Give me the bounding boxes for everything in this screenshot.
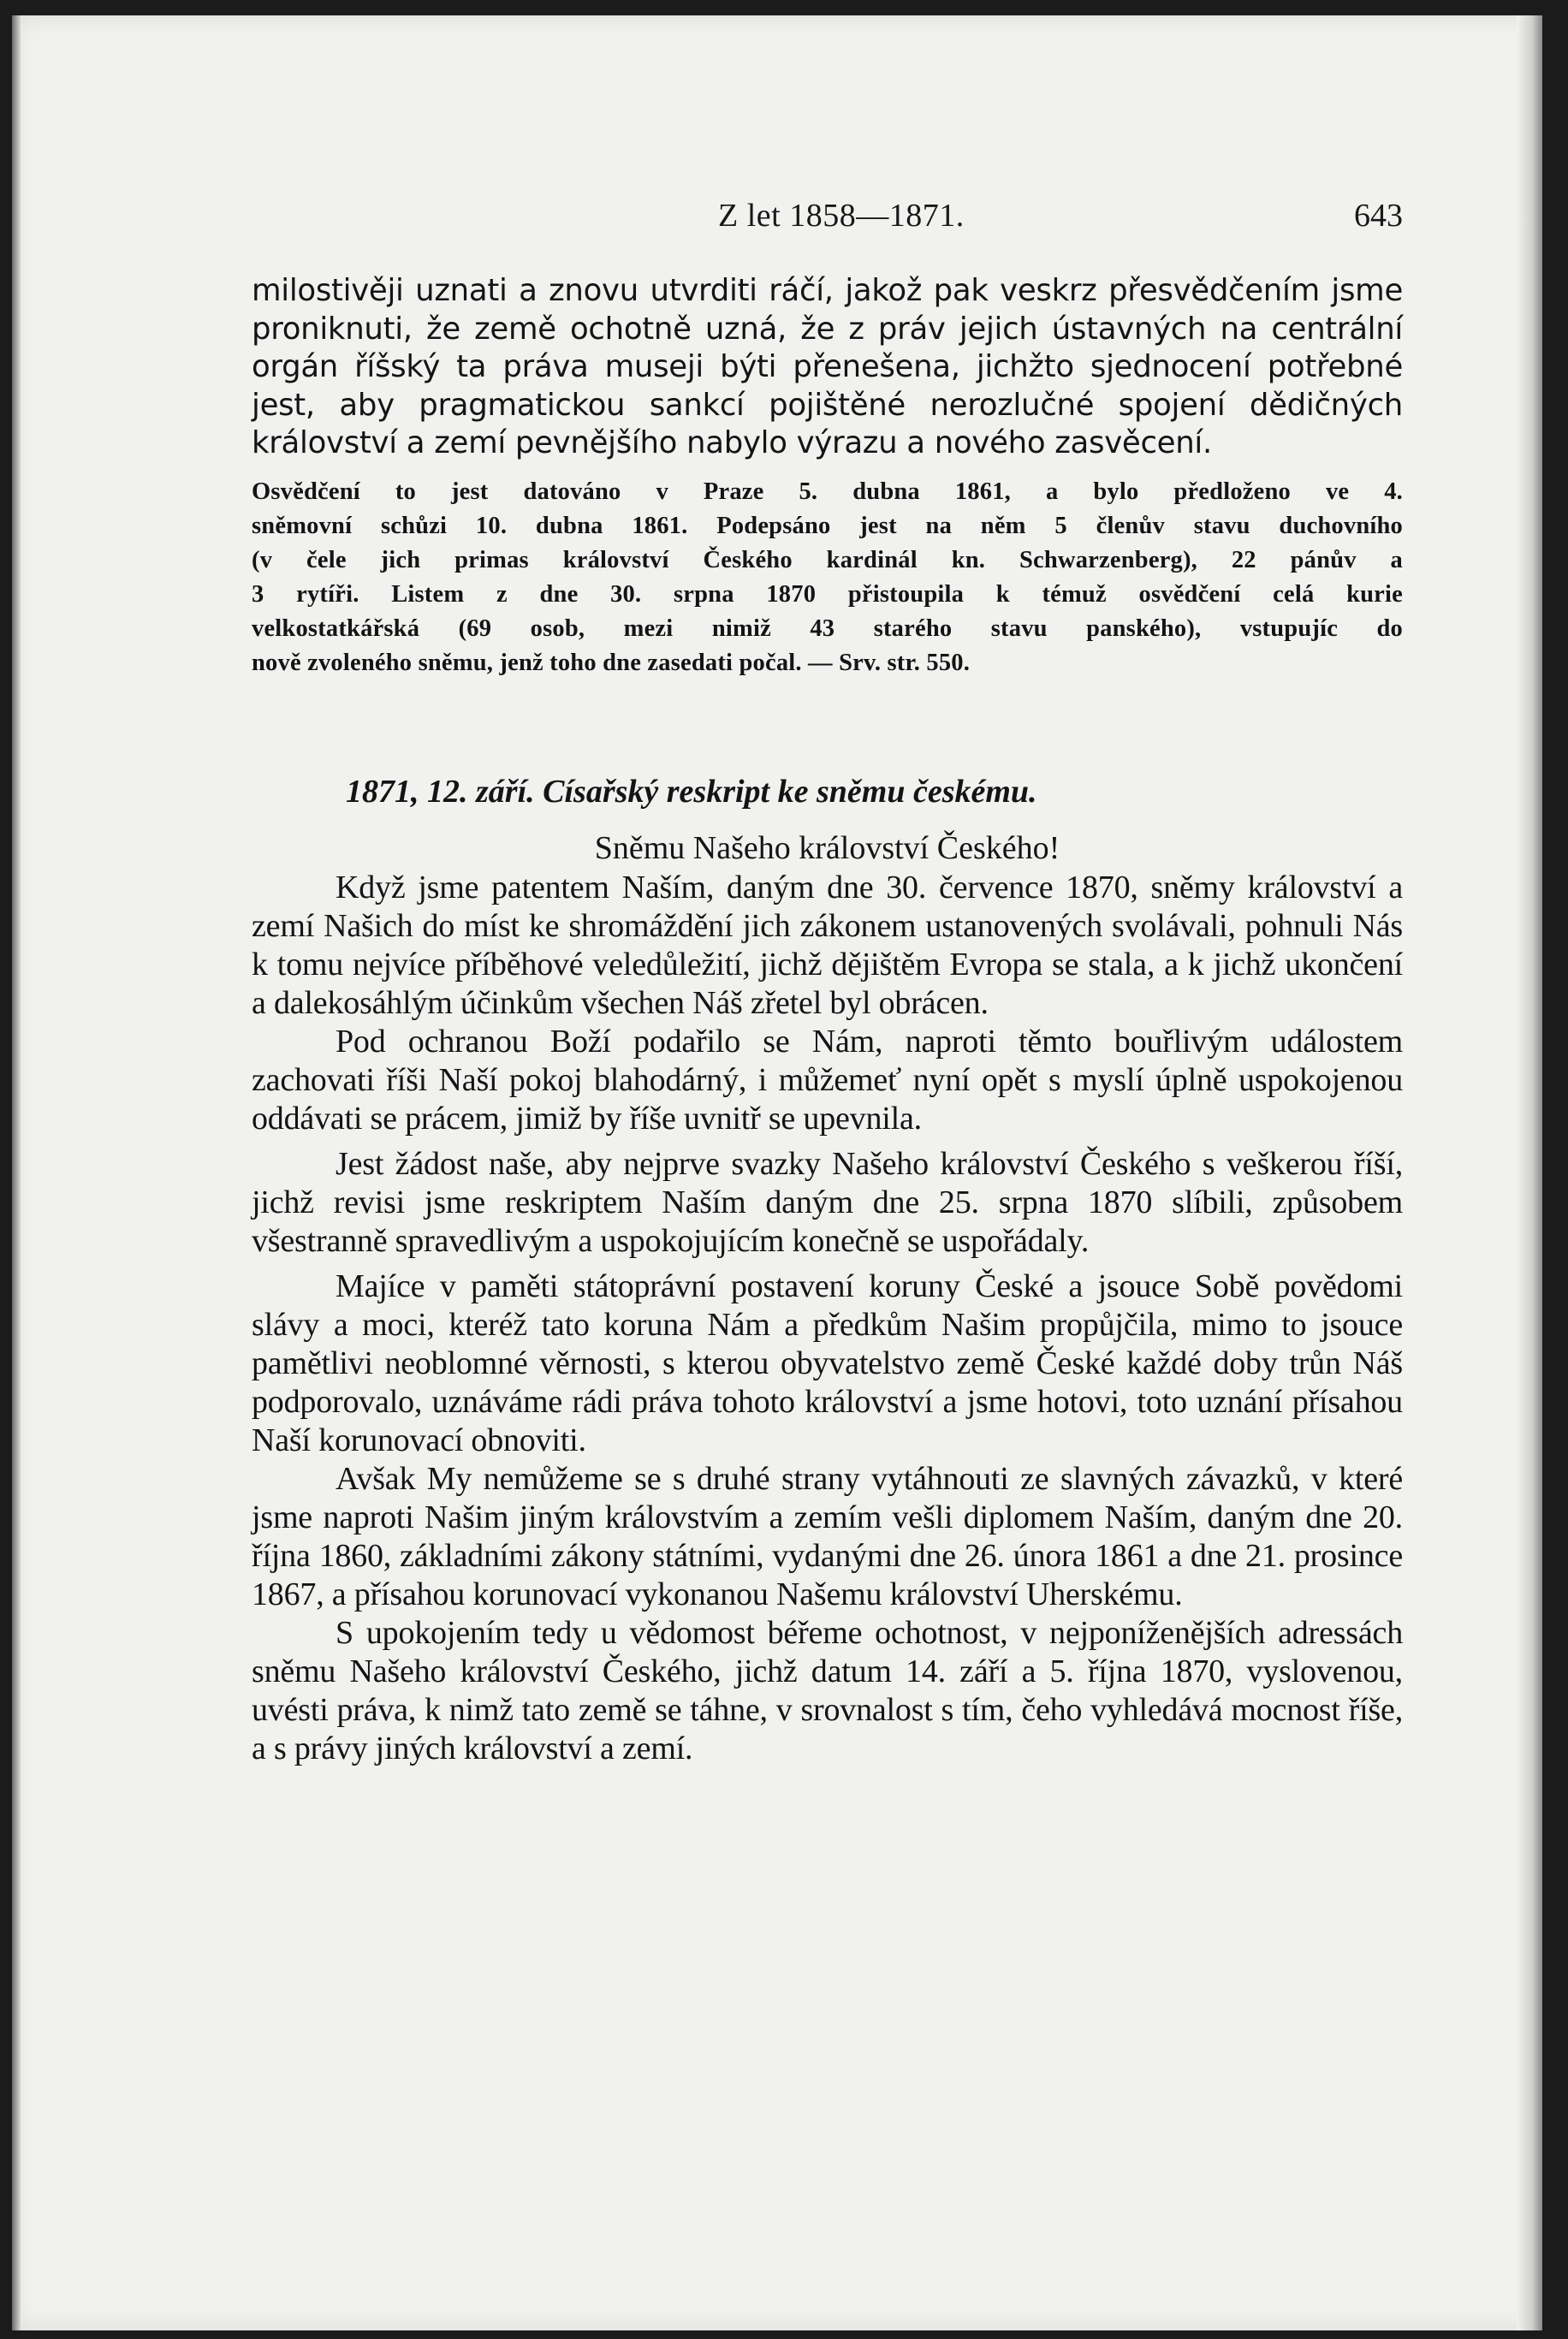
running-title: Z let 1858—1871.: [718, 198, 965, 234]
salutation: Sněmu Našeho království Českého!: [594, 829, 1060, 866]
intro-paragraph: milostivěji uznati a znovu utvrditi ráčí, jakož pak veskrz přesvědčením jsme proniknuti, že země ochotně uzná, že z práv jejich ústavných na centrální orgán říšský ta práva museji býti přenešena, jichžto sjednocení potřebné jest, aby pragmatickou sankcí pojištěné nerozlučné spojení dědičných království a zemí pevnějšího nabylo výrazu a nového zasvěcení.: [252, 273, 1403, 460]
page-left-edge: [12, 15, 21, 2330]
rescript-paragraph: Jest žádost naše, aby nejprve svazky Našeho království Českého s veškerou říší, jichž revisi jsme reskriptem Naším daným dne 25. srpna 1870 slíbili, způsobem všestranně spravedlivým a uspokojujícím konečně se uspořádaly.: [252, 1145, 1403, 1259]
rescript-paragraph: Když jsme patentem Naším, daným dne 30. července 1870, sněmy království a zemí Našich do míst ke shromáždění jich zákonem ustanovených svolávali, pohnuli Nás k tomu nejvíce příběhové veledůležití, jichž dějištěm Evropa se stala, a k jichž ukončení a dalekosáhlým účinkům všechen Náš zřetel byl obrácen.: [252, 869, 1403, 1021]
footnote-line: velkostatkářská (69 osob, mezi nimiž 43 starého stavu panského), vstupujíc do: [252, 614, 1403, 642]
document-heading: 1871, 12. září. Císařský reskript ke sněmu českému.: [346, 773, 1037, 810]
page-header: [252, 197, 1403, 240]
page-right-edge: [1517, 15, 1542, 2330]
footnote-line: nově zvoleného sněmu, jenž toho dne zasedati počal. — Srv. str. 550.: [252, 649, 971, 676]
page-number: 643: [1354, 198, 1403, 234]
footnote: [252, 475, 1403, 680]
footnote-line: Osvědčení to jest datováno v Praze 5. dubna 1861, a bylo předloženo ve 4.: [252, 478, 1403, 505]
footnote-line: (v čele jich primas království Českého kardinál kn. Schwarzenberg), 22 pánův a: [252, 546, 1403, 573]
rescript-paragraph: Pod ochranou Boží podařilo se Nám, naproti těmto bouřlivým událostem zachovati říši Naší pokoj blahodárný, i můžemeť nyní opět s myslí úplně uspokojenou oddávati se prácem, jimiž by říše uvnitř se upevnila.: [252, 1023, 1403, 1137]
rescript-paragraph: Avšak My nemůžeme se s druhé strany vytáhnouti ze slavných závazků, v které jsme naproti Našim jiným královstvím a zemím vešli diplomem Naším, daným dne 20. října 1860, základními zákony státními, vydanými dne 26. února 1861 a dne 21. prosince 1867, a přísahou korunovací vykonanou Našemu království Uherskému.: [252, 1460, 1403, 1612]
page-text: [252, 272, 1403, 1768]
footnote-line: sněmovní schůzi 10. dubna 1861. Podepsáno jest na něm 5 členův stavu duchovního: [252, 512, 1403, 539]
book-page: [12, 15, 1542, 2330]
footnote-line: 3 rytíři. Listem z dne 30. srpna 1870 přistoupila k témuž osvědčení celá kurie: [252, 580, 1403, 608]
rescript-paragraph: Majíce v paměti státoprávní postavení koruny České a jsouce Sobě povědomi slávy a moci, kteréž tato koruna Nám a předkům Našim propůjčila, mimo to jsouce pamětlivi neoblomné věrnosti, s kterou obyvatelstvo země České každé doby trůn Náš podporovalo, uznáváme rádi práva tohoto království a jsme hotovi, toto uznání přísahou Naší korunovací obnoviti.: [252, 1267, 1403, 1458]
rescript-paragraph: S upokojením tedy u vědomost béřeme ochotnost, v nejponíženějších adressách sněmu Našeho království Českého, jichž datum 14. září a 5. října 1870, vyslovenou, uvésti práva, k nimž tato země se táhne, v srovnalost s tím, čeho vyhledává mocnost říše, a s právy jiných království a zemí.: [252, 1614, 1403, 1766]
